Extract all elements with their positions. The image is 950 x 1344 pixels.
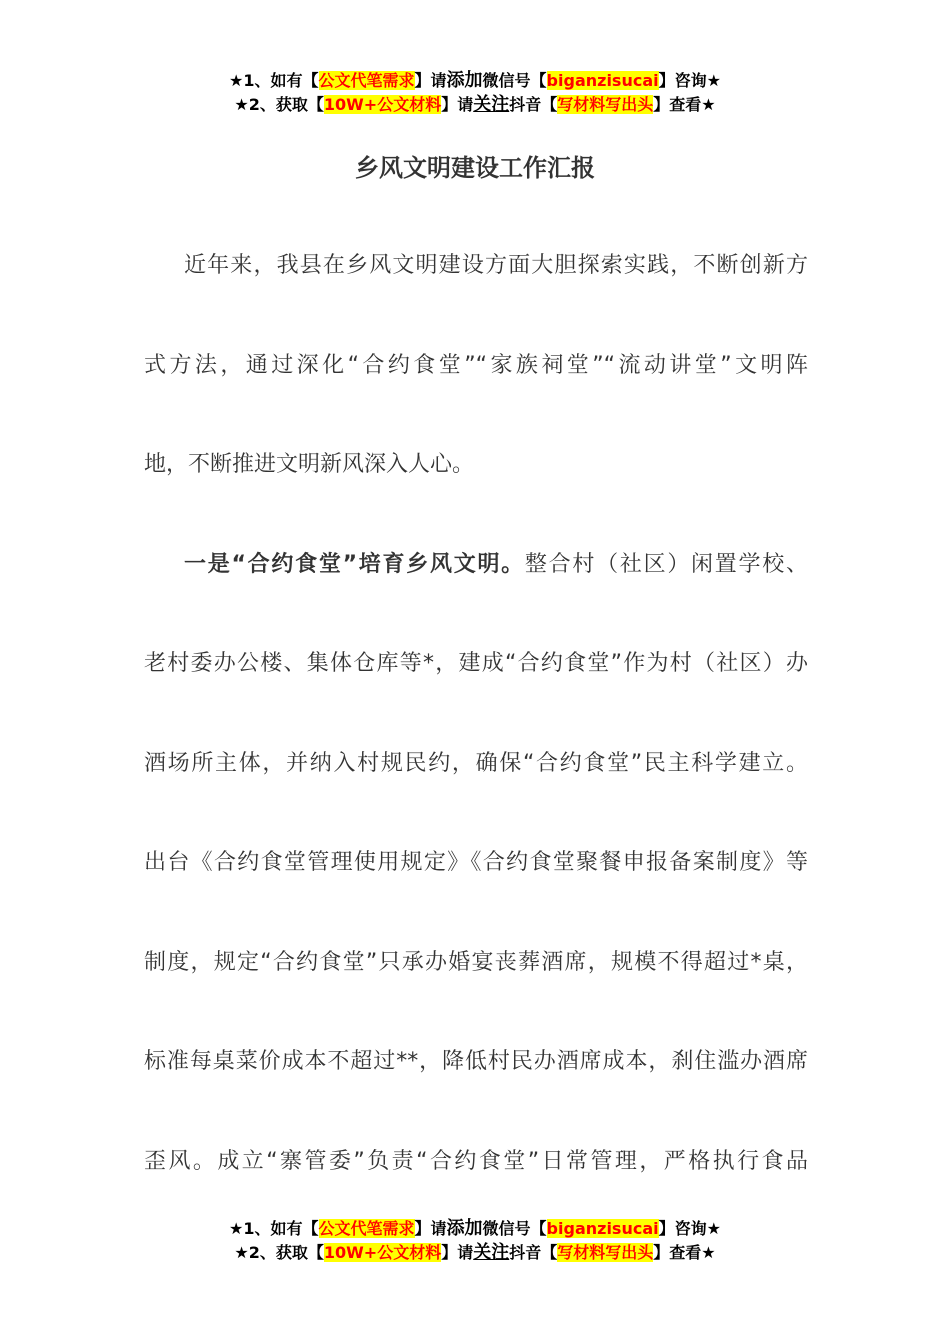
document-title: 乡风文明建设工作汇报 <box>355 154 595 182</box>
promo-emphasis: 关注 <box>473 1242 510 1263</box>
body-line: 老村委办公楼、集体仓库等*，建成“合约食堂”作为村（社区）办 <box>144 651 808 676</box>
promo-emphasis: 关注 <box>473 94 510 115</box>
promo-banner-top <box>0 69 950 117</box>
promo-text: 微信号【 <box>482 71 547 90</box>
promo-text: 抖音【 <box>509 1243 558 1262</box>
promo-banner-bottom <box>0 1217 950 1265</box>
promo-text: ★2、获取【 <box>234 95 324 114</box>
body-line: 出台《合约食堂管理使用规定》《合约食堂聚餐申报备案制度》等 <box>144 850 808 875</box>
promo-highlight: 公文代笔需求 <box>318 71 415 90</box>
section-heading: 一是“合约食堂”培育乡风文明。 <box>184 551 525 577</box>
body-line: 近年来，我县在乡风文明建设方面大胆探索实践，不断创新方 <box>184 253 808 278</box>
promo-text: ★2、获取【 <box>234 1243 324 1262</box>
body-line: 地，不断推进文明新风深入人心。 <box>144 452 475 477</box>
promo-text: 】查看★ <box>653 1243 716 1262</box>
promo-text: 抖音【 <box>509 95 558 114</box>
promo-highlight: 10W+公文材料 <box>323 95 442 114</box>
promo-highlight: 公文代笔需求 <box>318 1219 415 1238</box>
promo-text: 】请 <box>441 1243 474 1262</box>
promo-text: ★1、如有【 <box>229 1219 319 1238</box>
promo-line-2 <box>0 93 950 117</box>
promo-line-2 <box>0 1241 950 1265</box>
wechat-id-highlight: biganzisucai <box>546 71 659 90</box>
promo-line-1 <box>0 1217 950 1241</box>
promo-highlight: 10W+公文材料 <box>323 1243 442 1262</box>
promo-text: 】请 <box>414 71 447 90</box>
promo-emphasis: 添加 <box>446 70 483 91</box>
promo-text: 】请 <box>441 95 474 114</box>
body-line-with-heading <box>144 515 808 615</box>
douyin-account-highlight: 写材料写出头 <box>557 95 654 114</box>
douyin-account-highlight: 写材料写出头 <box>557 1243 654 1262</box>
promo-text: 微信号【 <box>482 1219 547 1238</box>
body-line: 歪风。成立“寨管委”负责“合约食堂”日常管理，严格执行食品 <box>144 1148 808 1174</box>
promo-text: 】请 <box>414 1219 447 1238</box>
body-line: 标准每桌菜价成本不超过**，降低村民办酒席成本，刹住滥办酒席 <box>144 1049 808 1074</box>
promo-text: ★1、如有【 <box>229 71 319 90</box>
body-line: 酒场所主体，并纳入村规民约，确保“合约食堂”民主科学建立。 <box>144 750 808 776</box>
promo-line-1 <box>0 69 950 93</box>
promo-text: 】咨询★ <box>658 1219 721 1238</box>
promo-emphasis: 添加 <box>446 1218 483 1239</box>
promo-text: 】咨询★ <box>658 71 721 90</box>
body-line: 制度，规定“合约食堂”只承办婚宴丧葬酒席，规模不得超过*桌， <box>144 949 808 975</box>
body-line: 式方法，通过深化“合约食堂”“家族祠堂”“流动讲堂”文明阵 <box>144 352 808 378</box>
promo-text: 】查看★ <box>653 95 716 114</box>
document-body <box>144 216 808 1211</box>
wechat-id-highlight: biganzisucai <box>546 1219 659 1238</box>
body-text: 整合村（社区）闲置学校、 <box>524 551 808 577</box>
